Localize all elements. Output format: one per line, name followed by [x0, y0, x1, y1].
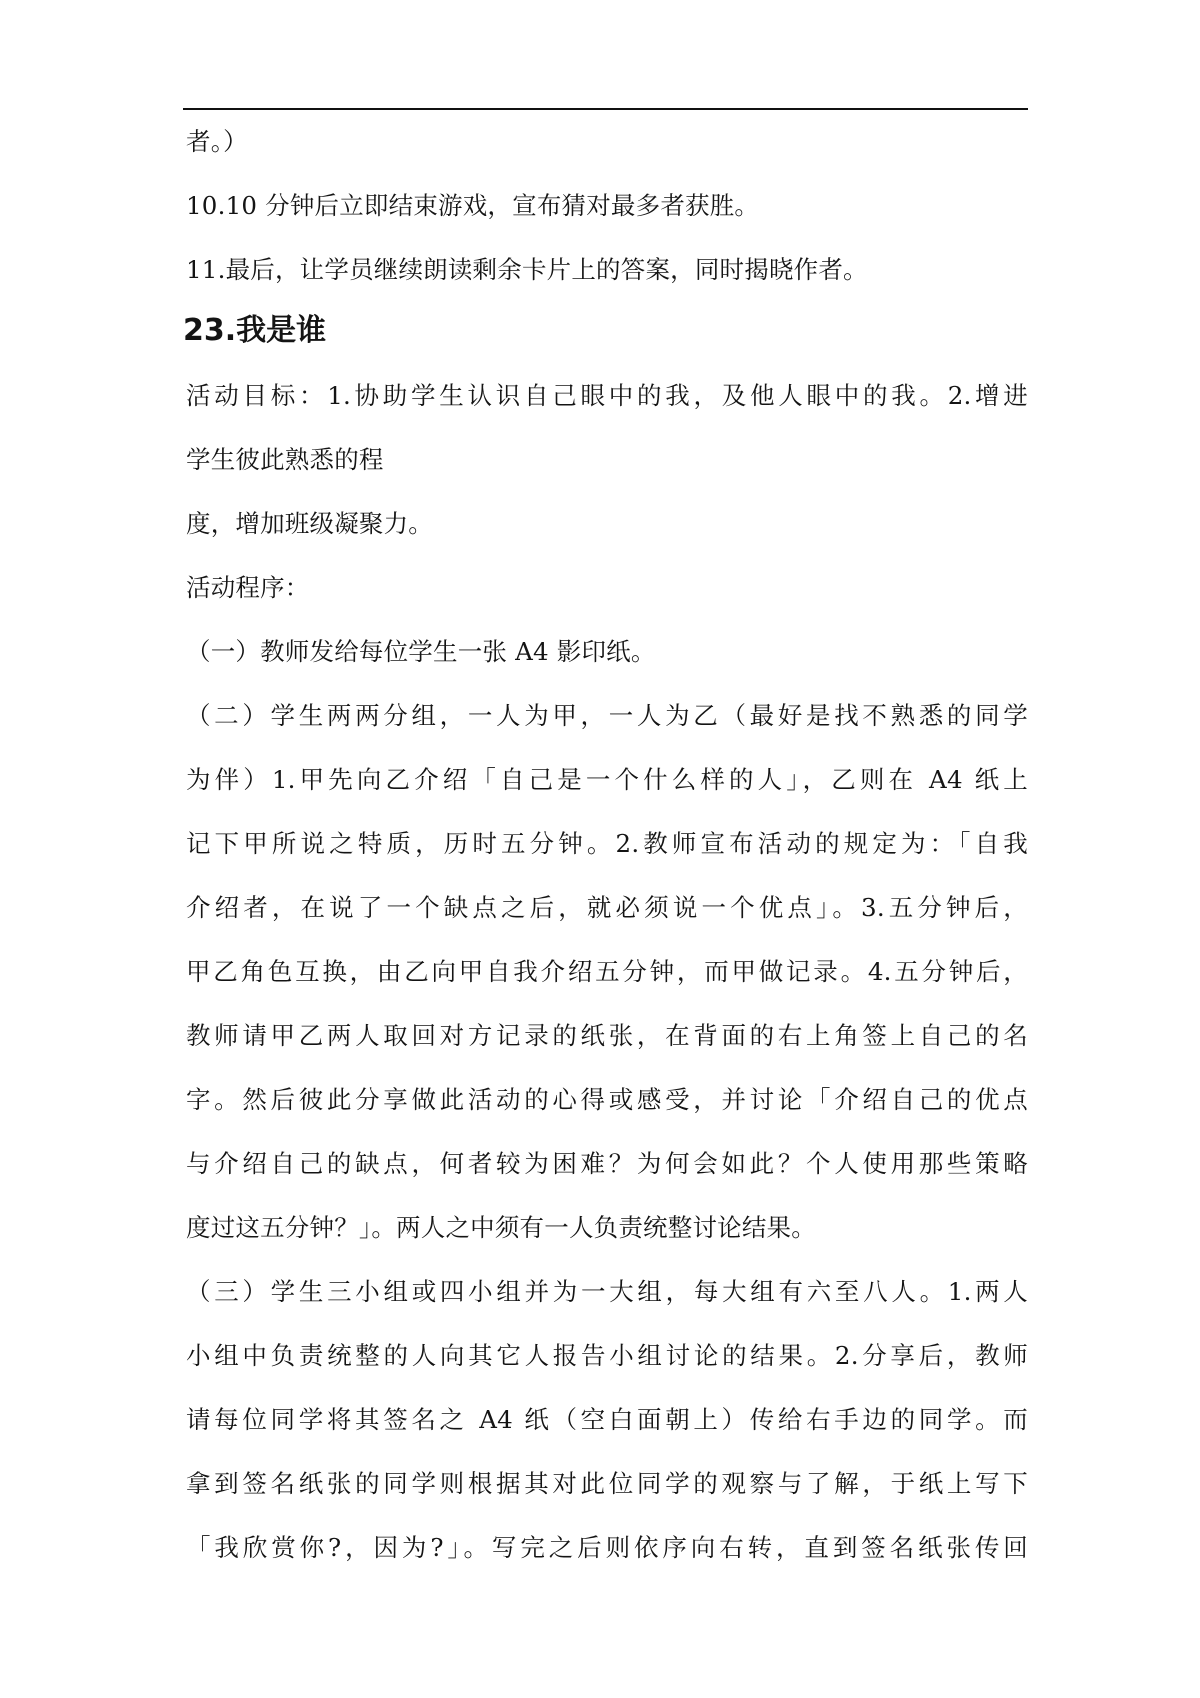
goal-line-1: 活动目标：1.协助学生认识自己眼中的我，及他人眼中的我。2.增进 — [186, 381, 1028, 410]
step-3-line-5: 「我欣赏你?，因为?」。写完之后则依序向右转，直到签名纸张传回 — [186, 1533, 1028, 1562]
header-rule — [183, 108, 1028, 110]
step-3-line-2: 小组中负责统整的人向其它人报告小组讨论的结果。2.分享后，教师 — [186, 1341, 1028, 1370]
step-11-text: 11.最后，让学员继续朗读剩余卡片上的答案，同时揭晓作者。 — [186, 255, 868, 284]
step-2-line-3: 记下甲所说之特质，历时五分钟。2.教师宣布活动的规定为：「自我 — [186, 829, 1028, 858]
step-2-line-4: 介绍者，在说了一个缺点之后，就必须说一个优点」。3.五分钟后， — [186, 893, 1028, 922]
step-3-line-3: 请每位同学将其签名之 A4 纸（空白面朝上）传给右手边的同学。而 — [186, 1405, 1028, 1434]
step-3-line-1: （三）学生三小组或四小组并为一大组，每大组有六至八人。1.两人 — [186, 1277, 1028, 1306]
step-2-line-6: 教师请甲乙两人取回对方记录的纸张，在背面的右上角签上自己的名 — [186, 1021, 1028, 1050]
step-10-text: 10.10 分钟后立即结束游戏，宣布猜对最多者获胜。 — [186, 191, 760, 220]
step-2-line-8: 与介绍自己的缺点，何者较为困难？为何会如此？个人使用那些策略 — [186, 1149, 1028, 1178]
step-1-text: （一）教师发给每位学生一张 A4 影印纸。 — [186, 637, 656, 666]
step-2-line-2: 为伴）1.甲先向乙介绍「自己是一个什么样的人」，乙则在 A4 纸上 — [186, 765, 1028, 794]
section-heading: 23.我是谁 — [183, 313, 327, 348]
procedure-label: 活动程序： — [186, 573, 310, 602]
goal-line-2: 学生彼此熟悉的程 — [186, 445, 384, 474]
step-2-line-5: 甲乙角色互换，由乙向甲自我介绍五分钟，而甲做记录。4.五分钟后， — [186, 957, 1028, 986]
step-2-line-9: 度过这五分钟？」。两人之中须有一人负责统整讨论结果。 — [186, 1213, 816, 1242]
continuation-text: 者。） — [186, 127, 248, 156]
step-2-line-1: （二）学生两两分组，一人为甲，一人为乙（最好是找不熟悉的同学 — [186, 701, 1028, 730]
goal-line-3: 度，增加班级凝聚力。 — [186, 509, 433, 538]
step-3-line-4: 拿到签名纸张的同学则根据其对此位同学的观察与了解，于纸上写下 — [186, 1469, 1028, 1498]
step-2-line-7: 字。然后彼此分享做此活动的心得或感受，并讨论「介绍自己的优点 — [186, 1085, 1028, 1114]
